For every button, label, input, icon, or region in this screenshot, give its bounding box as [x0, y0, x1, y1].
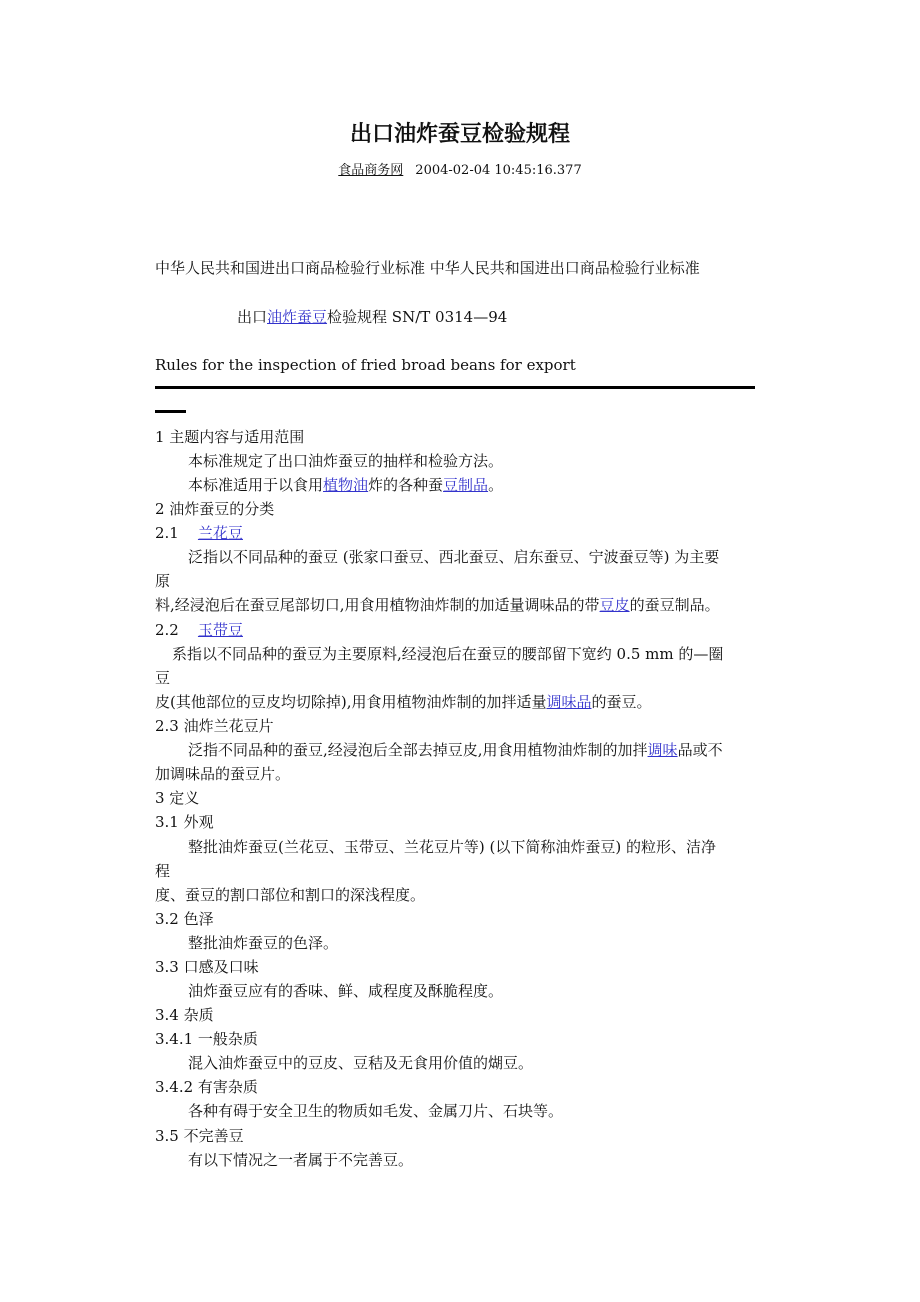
divider-line-wrap	[155, 410, 186, 413]
section-3-4-heading: 3.4 杂质	[155, 1006, 214, 1024]
source-link[interactable]: 食品商务网	[338, 163, 404, 178]
text: 炸的各种蚕	[368, 476, 444, 494]
publish-date: 2004-02-04 10:45:16.377	[415, 163, 582, 178]
section-2-1-line-1: 泛指以不同品种的蚕豆 (张家口蚕豆、西北蚕豆、启东蚕豆、宁波蚕豆等) 为主要	[188, 548, 720, 566]
link-bean-products[interactable]: 豆制品	[443, 476, 489, 494]
subtitle-suffix: 检验规程 SN/T 0314—94	[327, 308, 508, 326]
link-orchid-beans[interactable]: 兰花豆	[197, 524, 243, 542]
section-3-5-heading: 3.5 不完善豆	[155, 1127, 244, 1145]
section-2-2-line-1: 系指以不同品种的蚕豆为主要原料,经浸泡后在蚕豆的腰部留下宽约 0.5 mm 的—圈	[172, 645, 724, 663]
section-3-4-2-heading: 3.4.2 有害杂质	[155, 1078, 258, 1096]
section-number: 2.2	[155, 621, 198, 639]
section-3-1-line-1: 整批油炸蚕豆(兰花豆、玉带豆、兰花豆片等) (以下简称油炸蚕豆) 的粒形、洁净	[188, 838, 716, 856]
section-3-3-heading: 3.3 口感及口味	[155, 958, 259, 976]
section-number: 2.1	[155, 524, 198, 542]
text: 品或不	[677, 741, 723, 759]
section-3-5-line-1: 有以下情况之一者属于不完善豆。	[188, 1151, 414, 1169]
link-seasoning[interactable]: 调味品	[546, 693, 592, 711]
subtitle-prefix: 出口	[237, 308, 268, 326]
link-fried-broad-beans[interactable]: 油炸蚕豆	[267, 308, 328, 326]
text: 。	[488, 476, 504, 494]
section-2-heading: 2 油炸蚕豆的分类	[155, 500, 275, 518]
section-1-para-2	[188, 475, 503, 495]
section-3-4-1-heading: 3.4.1 一般杂质	[155, 1030, 258, 1048]
link-bean-skin[interactable]: 豆皮	[599, 596, 630, 614]
section-3-1-line-3: 度、蚕豆的割口部位和割口的深浅程度。	[155, 886, 426, 904]
text: 料,经浸泡后在蚕豆尾部切口,用食用植物油炸制的加适量调味品的带	[155, 596, 600, 614]
section-3-1-line-2: 程	[155, 862, 171, 880]
section-2-2-line-2: 豆	[155, 669, 171, 687]
section-2-3-line-2: 加调味品的蚕豆片。	[155, 765, 291, 783]
link-vegetable-oil[interactable]: 植物油	[323, 476, 369, 494]
english-title: Rules for the inspection of fried broad beans for export	[155, 356, 576, 374]
section-2-1-line-3	[155, 595, 720, 615]
text: 的蚕豆制品。	[629, 596, 720, 614]
text: 的蚕豆。	[591, 693, 652, 711]
section-3-2-heading: 3.2 色泽	[155, 910, 214, 928]
section-3-1-heading: 3.1 外观	[155, 813, 214, 831]
section-3-2-line-1: 整批油炸蚕豆的色泽。	[188, 934, 339, 952]
section-2-1-line-2: 原	[155, 572, 171, 590]
section-2-3-heading: 2.3 油炸兰花豆片	[155, 717, 274, 735]
text: 本标准适用于以食用	[188, 476, 324, 494]
section-3-4-2-line-1: 各种有碍于安全卫生的物质如毛发、金属刀片、石块等。	[188, 1102, 564, 1120]
text: 皮(其他部位的豆皮均切除掉),用食用植物油炸制的加拌适量	[155, 693, 547, 711]
section-1-para-1: 本标准规定了出口油炸蚕豆的抽样和检验方法。	[188, 452, 504, 470]
section-2-2-heading	[155, 620, 243, 640]
link-jade-belt-beans[interactable]: 玉带豆	[197, 621, 243, 639]
text: 泛指不同品种的蚕豆,经浸泡后全部去掉豆皮,用食用植物油炸制的加拌	[188, 741, 648, 759]
section-3-4-1-line-1: 混入油炸蚕豆中的豆皮、豆秸及无食用价值的煳豆。	[188, 1054, 534, 1072]
section-2-2-line-3	[155, 692, 652, 712]
section-1-heading: 1 主题内容与适用范围	[155, 428, 305, 446]
article-meta	[0, 162, 920, 180]
link-seasoning-2[interactable]: 调味	[647, 741, 678, 759]
section-3-heading: 3 定义	[155, 789, 200, 807]
section-3-3-line-1: 油炸蚕豆应有的香味、鲜、咸程度及酥脆程度。	[188, 982, 504, 1000]
divider-line	[155, 386, 755, 389]
section-2-3-line-1	[188, 740, 723, 760]
document-title: 出口油炸蚕豆检验规程	[349, 122, 570, 147]
standard-header: 中华人民共和国进出口商品检验行业标准 中华人民共和国进出口商品检验行业标准	[155, 259, 700, 277]
standard-subtitle	[237, 307, 507, 327]
section-2-1-heading	[155, 523, 243, 543]
